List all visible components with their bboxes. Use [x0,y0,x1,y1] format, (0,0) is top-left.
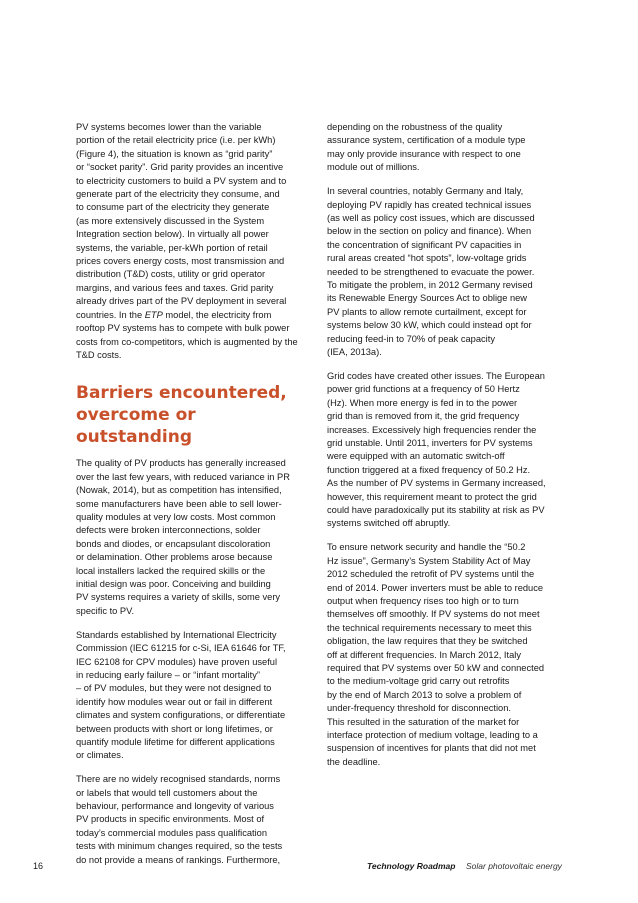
footer-title: Technology Roadmap [367,861,456,871]
left-paragraph-2: The quality of PV products has generally increased over the last few years, with reduced variance in PR (Nowak, 2014), but as competition has intensified, some manufacturers have been able to sell lower- quality modules at very low costs. Most common defects were broken interconnections, solder bonds and diodes, or encapsulant discoloration or delamination. Other problems arose because local installers lacked the required skills or the initial design was poor. Conceiving and building PV systems requires a variety of skills, some very specific to PV. [76,458,290,616]
page-footer [0,861,638,875]
footer-subtitle: Solar photovoltaic energy [466,861,562,871]
right-column [327,121,567,780]
right-paragraph-3: Grid codes have created other issues. The European power grid functions at a frequency of 50 Hertz (Hz). When more energy is fed in to the power grid than is removed from it, the grid frequency increases. Excessively high frequencies render the grid unstable. Until 2011, inverters for PV systems were equipped with an automatic switch-off function triggered at a fixed frequency of 50.2 Hz. As the number of PV systems in Germany increased, however, this requirement meant to protect the grid could have paradoxically put its stability at risk as PV systems switched off abruptly. [327,370,546,529]
left-paragraph-1: PV systems becomes lower than the variable portion of the retail electricity price (i.e. per kWh) (Figure 4), the situation is known as “grid parity” or “socket parity”. Grid parity provides an incentive to electricity customers to build a PV system and to generate part of the electricity they consume, and to consume part of the electricity they generate (as more extensively discussed in the System Integration section below). In virtually all power systems, the variable, per-kWh portion of retail prices covers energy costs, most transmission and distribution (T&D) costs, utility or grid operator margins, and various fees and taxes. Grid parity already drives part of the PV deployment in several countries. In the ETP model, the electricity from rooftop PV systems has to compete with bulk power costs from co-competitors, which is augmented by the T&D costs. [76,122,298,360]
left-column [76,121,308,878]
right-paragraph-4: To ensure network security and handle the “50.2 Hz issue”, Germany’s System Stability Act of May 2012 scheduled the retrofit of PV systems until the end of 2014. Power inverters must be able to reduce output when frequency rises too high or to turn themselves off smoothly. If PV systems do not meet the technical requirements necessary to meet this obligation, the law requires that they be switched off at different frequencies. In March 2012, Italy required that PV systems over 50 kW and connected to the medium-voltage grid carry out retrofits by the end of March 2013 to solve a problem of under-frequency threshold for disconnection. This resulted in the saturation of the market for interface protection of medium voltage, leading to a suspension of incentives for plants that did not met the deadline. [327,542,545,767]
section-heading-barriers: Barriers encountered, overcome or outstanding [76,383,287,448]
etp-italic: ETP [144,309,163,320]
right-paragraph-2: In several countries, notably Germany and Italy, deploying PV rapidly has created technical issues (as well as policy cost issues, which are discussed below in the section on policy and finance). When the concentration of significant PV capacities in rural areas created “hot spots”, low-voltage grids needed to be strengthened to evacuate the power. To mitigate the problem, in 2012 Germany revised its Renewable Energy Sources Act to oblige new PV plants to allow remote curtailment, except for systems below 30 kW, which could instead opt for reducing feed-in to 70% of peak capacity (IEA, 2013a). [327,186,535,357]
left-paragraph-3: Standards established by International Electricity Commission (IEC 61215 for c-Si, IEA 61646 for TF, IEC 62108 for CPV modules) have proven useful in reducing early failure – or “infant mortality” – of PV modules, but they were not designed to identify how modules wear out or fail in different climates and system configurations, or differentiate between products with short or long lifetimes, or quantify module lifetime for different applications or climates. [76,629,286,761]
page-number: 16 [33,861,44,871]
left-paragraph-4: There are no widely recognised standards, norms or labels that would tell customers about the behaviour, performance and longevity of various PV products in specific environments. Most of today’s commercial modules pass qualification tests with minimum changes required, so the tests do not provide a means of rankings. Furthermore, [76,774,283,865]
right-paragraph-1: depending on the robustness of the quality assurance system, certification of a module type may only provide insurance with respect to one module out of millions. [327,122,526,173]
